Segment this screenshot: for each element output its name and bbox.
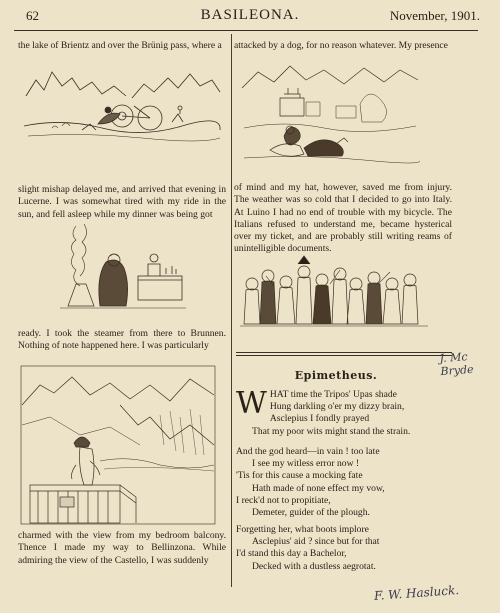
poem-line: Forgetting her, what boots implore <box>236 524 369 535</box>
right-para-2: of mind and my hat, however, saved me from injury. The weather was so cold that I decided to go into Italy. At Luino I had no end of trouble with my bicycle. The Italians refused to understand me, became hysterical over my ticket, and are probably still writing reams of unintelligible documents. <box>234 182 452 255</box>
poem-line: That my poor wits might stand the strain. <box>252 425 411 437</box>
magazine-title: BASILEONA. <box>200 7 300 23</box>
left-para-4: charmed with the view from my bedroom balcony. Thence I made my way to Bellinzona. While admiring the view of the Castello, I was suddenly <box>18 530 226 566</box>
poem-line: I see my witless error now ! <box>252 458 360 470</box>
poem-line: Asclepius I fondly prayed <box>269 413 370 425</box>
illustrator-signature: J. Mc Bryde <box>439 350 475 379</box>
poem-dropcap: W <box>236 386 267 421</box>
poem-line: And the god heard—in vain ! too late <box>236 446 380 457</box>
poem-line: 'Tis for this cause a mocking fate <box>236 470 363 482</box>
issue-date: November, 1901. <box>389 8 480 23</box>
poem-line: Decked with a dustless aegrotat. <box>252 560 376 572</box>
illustration-dinner-table <box>58 216 188 316</box>
header-rule <box>14 30 478 31</box>
illustration-balcony-view <box>20 365 216 525</box>
poem-rule-1 <box>236 352 452 353</box>
left-para-2: slight mishap delayed me, and arrived that evening in Lucerne. I was somewhat tired with my ride in the sun, and fell asleep while my dinner was being got <box>18 184 226 220</box>
poem-title: Epimetheus. <box>294 369 378 382</box>
column-divider <box>231 34 232 587</box>
poem-line: Asclepius' aid ? since but for that <box>252 536 380 548</box>
poem-line: Demeter, guider of the plough. <box>252 507 370 519</box>
poem-stanza-3 <box>236 524 466 573</box>
poem-stanza-1 <box>236 386 466 438</box>
author-signature: F. W. Hasluck. <box>373 583 460 603</box>
poem-line: I reck'd not to propitiate, <box>236 494 331 506</box>
poem-line: Hath made of none effect my vow, <box>252 482 385 494</box>
poem-line: Hung darkling o'er my dizzy brain, <box>269 401 405 413</box>
page-header <box>12 6 488 28</box>
right-para-1: attacked by a dog, for no reason whatever. My presence <box>234 40 448 51</box>
poem-line: I'd stand this day a Bachelor, <box>236 548 347 560</box>
left-para-3: ready. I took the steamer from there to Brunnen. Nothing of note happened here. I was particularly <box>18 328 226 352</box>
poem-stanza-2 <box>236 446 466 519</box>
illustration-italian-crowd <box>238 254 430 332</box>
poem-line: HAT time the Tripos' Upas shade <box>269 389 397 400</box>
poem-rule-2 <box>236 355 452 356</box>
page-number: 62 <box>26 8 39 23</box>
left-para-1: the lake of Brientz and over the Brünig pass, where a <box>18 40 222 51</box>
illustration-bicycle-mishap <box>22 56 222 142</box>
illustration-dog-attack <box>240 58 420 166</box>
